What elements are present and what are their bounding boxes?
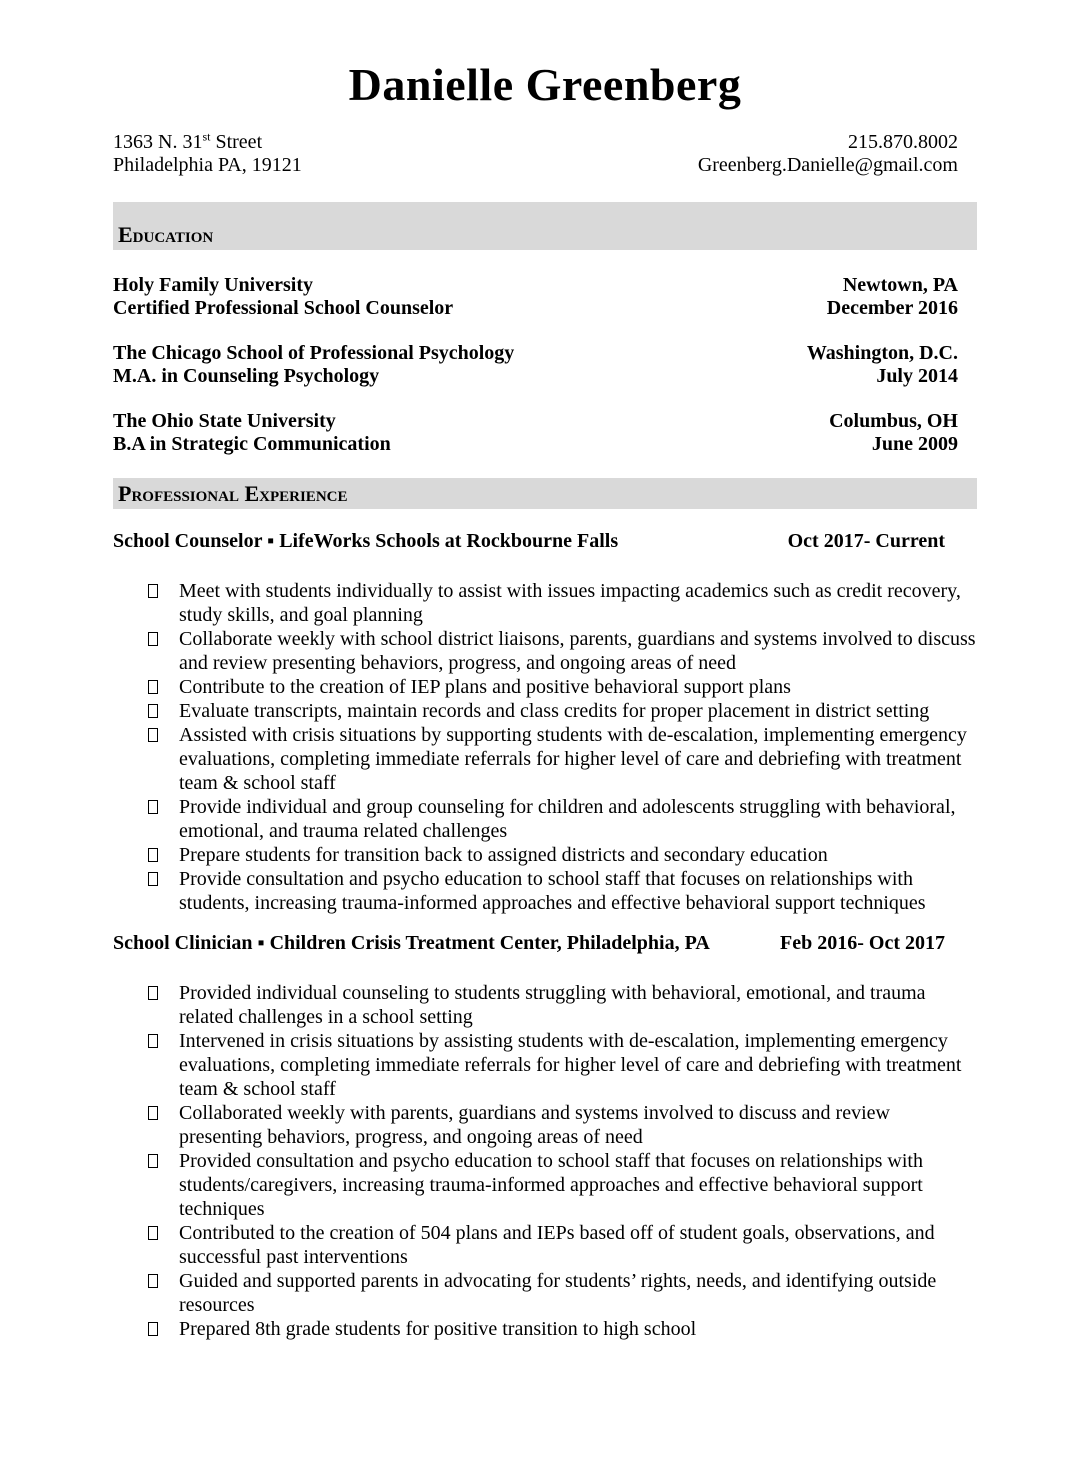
education-entry-row	[113, 410, 977, 433]
job-dates: Feb 2016- Oct 2017	[780, 932, 945, 954]
section-title-education: Education	[118, 222, 214, 247]
square-bullet-icon	[148, 1322, 158, 1336]
square-bullet-icon	[148, 800, 158, 814]
education-entry	[113, 342, 977, 388]
institution-name: Holy Family University	[113, 274, 313, 296]
degree-name: M.A. in Counseling Psychology	[113, 365, 380, 387]
contact-block	[113, 131, 977, 177]
bullet-item	[113, 1149, 977, 1221]
bullet-item	[113, 843, 977, 867]
section-title-experience: Professional Experience	[118, 481, 348, 506]
square-bullet-icon	[148, 728, 158, 742]
education-entry-row	[113, 274, 977, 297]
job-header	[113, 529, 977, 553]
bullet-text: Evaluate transcripts, maintain records and class credits for proper placement in district setting	[179, 700, 930, 722]
square-bullet-icon	[148, 680, 158, 694]
bullet-text: Prepare students for transition back to assigned districts and secondary education	[179, 844, 828, 866]
address-line1	[113, 131, 302, 154]
bullet-item	[113, 1269, 977, 1317]
education-entry-row	[113, 297, 977, 320]
education-entry-row	[113, 342, 977, 365]
job-title: School Clinician ▪ Children Crisis Treatment Center, Philadelphia, PA	[113, 932, 710, 954]
address-ordinal-superscript: st	[202, 129, 211, 144]
section-header-experience	[113, 478, 977, 509]
bullet-item	[113, 699, 977, 723]
bullet-item	[113, 1317, 977, 1341]
bullet-item	[113, 579, 977, 627]
job-dates: Oct 2017- Current	[787, 530, 945, 552]
degree-name: Certified Professional School Counselor	[113, 297, 454, 319]
square-bullet-icon	[148, 872, 158, 886]
job-bullet-list	[113, 981, 977, 1341]
bullet-text: Provided consultation and psycho education to school staff that focuses on relationships with students/caregivers, increasing trauma-informed approaches and effective behavioral support techniques	[179, 1150, 923, 1220]
institution-name: The Chicago School of Professional Psychology	[113, 342, 515, 364]
job-entry	[113, 529, 977, 915]
graduation-date: July 2014	[876, 365, 958, 387]
bullet-item	[113, 1029, 977, 1101]
education-entry-row	[113, 433, 977, 456]
bullet-text: Collaborate weekly with school district liaisons, parents, guardians and systems involved to discuss and review presenting behaviors, progress, and ongoing areas of need	[179, 628, 976, 674]
square-bullet-icon	[148, 1106, 158, 1120]
education-entry	[113, 410, 977, 456]
job-entry	[113, 931, 977, 1341]
job-bullet-list	[113, 579, 977, 915]
bullet-text: Guided and supported parents in advocating for students’ rights, needs, and identifying outside resources	[179, 1270, 937, 1316]
bullet-item	[113, 795, 977, 843]
bullet-text: Provided individual counseling to students struggling with behavioral, emotional, and trauma related challenges in a school setting	[179, 982, 926, 1028]
page-title: Danielle Greenberg	[348, 59, 742, 110]
bullet-item	[113, 867, 977, 915]
phone-number: 215.870.8002	[848, 131, 958, 153]
institution-name: The Ohio State University	[113, 410, 336, 432]
education-entry-row	[113, 365, 977, 388]
education-entries	[113, 274, 977, 456]
graduation-date: December 2016	[826, 297, 958, 319]
bullet-item	[113, 627, 977, 675]
bullet-text: Contribute to the creation of IEP plans and positive behavioral support plans	[179, 676, 791, 698]
bullet-text: Assisted with crisis situations by supporting students with de-escalation, implementing emergency evaluations, completing immediate referrals for higher level of care and debriefing with treatment team & school staff	[179, 724, 967, 794]
contact-details	[698, 131, 977, 177]
contact-address	[113, 131, 302, 177]
bullet-item	[113, 675, 977, 699]
bullet-item	[113, 1101, 977, 1149]
section-header-education	[113, 202, 977, 250]
square-bullet-icon	[148, 584, 158, 598]
bullet-text: Contributed to the creation of 504 plans and IEPs based off of student goals, observations, and successful past interventions	[179, 1222, 935, 1268]
bullet-text: Intervened in crisis situations by assisting students with de-escalation, implementing emergency evaluations, completing immediate referrals for higher level of care and debriefing with treatment team & school staff	[179, 1030, 962, 1100]
square-bullet-icon	[148, 1154, 158, 1168]
bullet-text: Meet with students individually to assist with issues impacting academics such as credit recovery, study skills, and goal planning	[179, 580, 961, 626]
job-title: School Counselor ▪ LifeWorks Schools at Rockbourne Falls	[113, 530, 619, 552]
bullet-text: Prepared 8th grade students for positive transition to high school	[179, 1318, 697, 1340]
graduation-date: June 2009	[871, 433, 958, 455]
square-bullet-icon	[148, 1274, 158, 1288]
address-line1-text: 1363 N. 31	[113, 131, 203, 153]
bullet-text: Provide consultation and psycho education to school staff that focuses on relationships with students, increasing trauma-informed approaches and effective behavioral support techniques	[179, 868, 926, 914]
resume-document	[0, 58, 1088, 1466]
job-header	[113, 931, 977, 955]
email-address: Greenberg.Danielle@gmail.com	[697, 154, 958, 176]
square-bullet-icon	[148, 632, 158, 646]
square-bullet-icon	[148, 1034, 158, 1048]
degree-name: B.A in Strategic Communication	[113, 433, 391, 455]
bullet-text: Provide individual and group counseling for children and adolescents struggling with behavioral, emotional, and trauma related challenges	[179, 796, 956, 842]
bullet-text: Collaborated weekly with parents, guardians and systems involved to discuss and review presenting behaviors, progress, and ongoing areas of need	[179, 1102, 890, 1148]
bullet-item	[113, 1221, 977, 1269]
address-line1-suffix: Street	[210, 131, 263, 153]
institution-location: Washington, D.C.	[806, 342, 958, 364]
square-bullet-icon	[148, 986, 158, 1000]
square-bullet-icon	[148, 848, 158, 862]
address-line2: Philadelphia PA, 19121	[113, 154, 302, 176]
institution-location: Newtown, PA	[842, 274, 958, 296]
square-bullet-icon	[148, 704, 158, 718]
institution-location: Columbus, OH	[829, 410, 958, 432]
square-bullet-icon	[148, 1226, 158, 1240]
bullet-item	[113, 723, 977, 795]
education-entry	[113, 274, 977, 320]
bullet-item	[113, 981, 977, 1029]
experience-entries	[113, 529, 977, 1341]
